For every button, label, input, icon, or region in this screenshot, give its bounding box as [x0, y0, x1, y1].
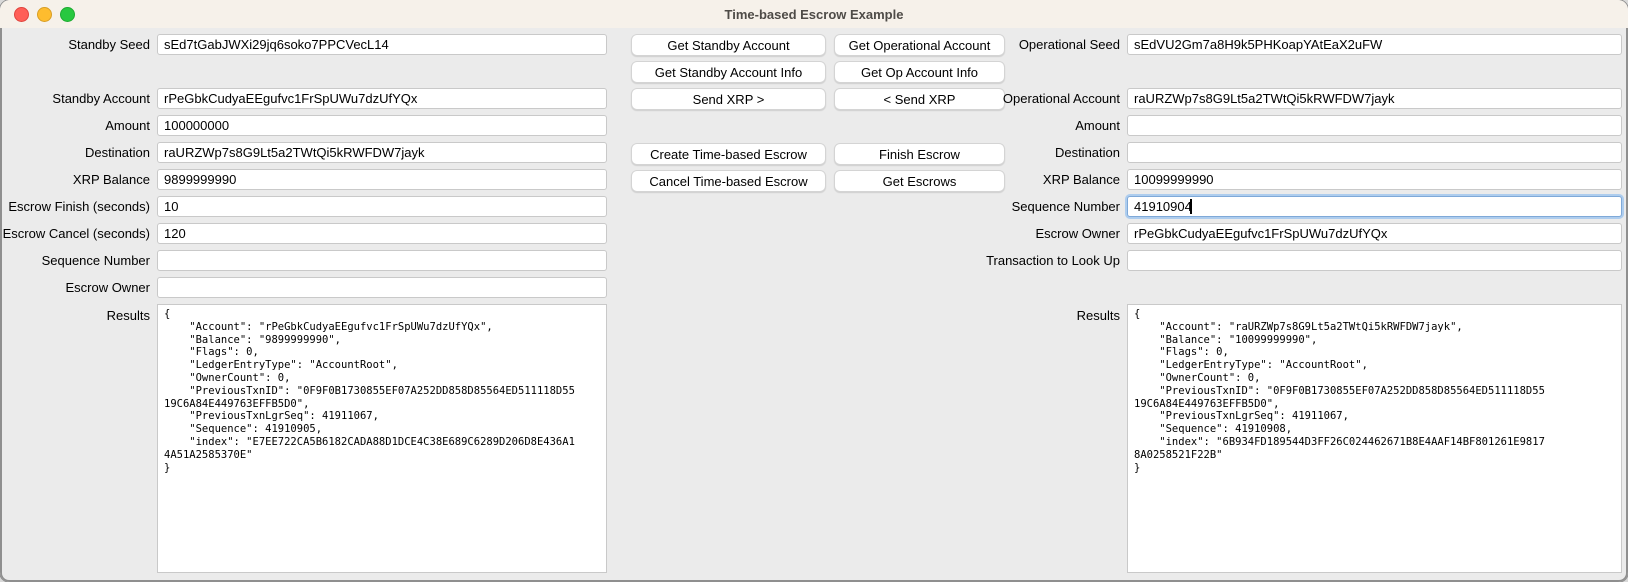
operational-amount-label: Amount: [1075, 118, 1120, 133]
operational-escrow-owner-input[interactable]: [1127, 223, 1622, 244]
get-standby-account-button[interactable]: Get Standby Account: [631, 34, 826, 56]
operational-column: [972, 28, 1622, 580]
operational-amount-input[interactable]: [1127, 115, 1622, 136]
standby-account-input[interactable]: [157, 88, 607, 109]
escrow-finish-label: Escrow Finish (seconds): [8, 199, 150, 214]
operational-results-textarea[interactable]: [1127, 304, 1622, 573]
text-cursor: [1190, 199, 1192, 214]
field-row: [972, 115, 1622, 136]
standby-account-label: Standby Account: [52, 91, 150, 106]
title-bar: [0, 0, 1628, 29]
window-close-button[interactable]: [14, 7, 29, 22]
operational-sequence-number-input[interactable]: [1127, 196, 1622, 217]
window-zoom-button[interactable]: [60, 7, 75, 22]
button-row: [631, 34, 1005, 56]
transaction-lookup-input[interactable]: [1127, 250, 1622, 271]
standby-amount-input[interactable]: [157, 115, 607, 136]
field-row: [2, 142, 615, 163]
field-row: [2, 223, 615, 244]
standby-sequence-number-label: Sequence Number: [41, 253, 150, 268]
field-row: [2, 277, 615, 298]
transaction-lookup-label: Transaction to Look Up: [986, 253, 1120, 268]
escrow-finish-input[interactable]: [157, 196, 607, 217]
standby-escrow-owner-input[interactable]: [157, 277, 607, 298]
traffic-lights: [14, 0, 75, 28]
standby-results-label: Results: [106, 308, 150, 323]
operational-seed-label: Operational Seed: [1018, 37, 1120, 52]
field-row: [972, 142, 1622, 163]
create-time-based-escrow-button[interactable]: Create Time-based Escrow: [631, 143, 826, 165]
standby-destination-label: Destination: [84, 145, 150, 160]
operational-xrp-balance-input[interactable]: [1127, 169, 1622, 190]
standby-xrp-balance-input[interactable]: [157, 169, 607, 190]
field-row: [972, 88, 1622, 109]
standby-destination-input[interactable]: [157, 142, 607, 163]
escrow-cancel-label: Escrow Cancel (seconds): [2, 226, 150, 241]
button-row: [631, 88, 1005, 110]
operational-account-input[interactable]: [1127, 88, 1622, 109]
field-row: [2, 88, 615, 109]
window-title: Time-based Escrow Example: [724, 6, 904, 22]
standby-column: [2, 28, 615, 580]
operational-destination-label: Destination: [1054, 145, 1120, 160]
send-xrp-to-operational-button[interactable]: Send XRP >: [631, 88, 826, 110]
operational-escrow-owner-label: Escrow Owner: [1035, 226, 1120, 241]
get-operational-account-button[interactable]: Get Operational Account: [834, 34, 1005, 56]
standby-sequence-number-input[interactable]: [157, 250, 607, 271]
operational-sequence-number-label: Sequence Number: [1011, 199, 1120, 214]
standby-xrp-balance-label: XRP Balance: [72, 172, 150, 187]
standby-amount-label: Amount: [105, 118, 150, 133]
standby-results-textarea[interactable]: [157, 304, 607, 573]
escrow-cancel-input[interactable]: [157, 223, 607, 244]
standby-seed-input[interactable]: [157, 34, 607, 55]
button-row: [631, 61, 1005, 83]
field-row: [972, 223, 1622, 244]
finish-escrow-button[interactable]: Finish Escrow: [834, 143, 1005, 165]
field-row: [972, 250, 1622, 271]
field-row: [2, 169, 615, 190]
button-row: [631, 143, 1005, 165]
operational-account-label: Operational Account: [1002, 91, 1120, 106]
field-row: [2, 250, 615, 271]
field-row: [2, 34, 615, 55]
get-standby-account-info-button[interactable]: Get Standby Account Info: [631, 61, 826, 83]
field-row: [2, 115, 615, 136]
send-xrp-to-standby-button[interactable]: < Send XRP: [834, 88, 1005, 110]
operational-xrp-balance-label: XRP Balance: [1042, 172, 1120, 187]
main-content: [0, 28, 1628, 582]
operational-results-label: Results: [1076, 308, 1120, 323]
operational-destination-input[interactable]: [1127, 142, 1622, 163]
field-row: [972, 34, 1622, 55]
standby-seed-label: Standby Seed: [68, 37, 150, 52]
results-row: [2, 304, 615, 325]
window-minimize-button[interactable]: [37, 7, 52, 22]
field-row: [2, 196, 615, 217]
get-op-account-info-button[interactable]: Get Op Account Info: [834, 61, 1005, 83]
results-row: [972, 304, 1622, 325]
operational-seed-input[interactable]: [1127, 34, 1622, 55]
cancel-time-based-escrow-button[interactable]: Cancel Time-based Escrow: [631, 170, 826, 192]
standby-escrow-owner-label: Escrow Owner: [65, 280, 150, 295]
field-row: [972, 169, 1622, 190]
field-row: [972, 196, 1622, 217]
button-row: [631, 170, 1005, 192]
get-escrows-button[interactable]: Get Escrows: [834, 170, 1005, 192]
